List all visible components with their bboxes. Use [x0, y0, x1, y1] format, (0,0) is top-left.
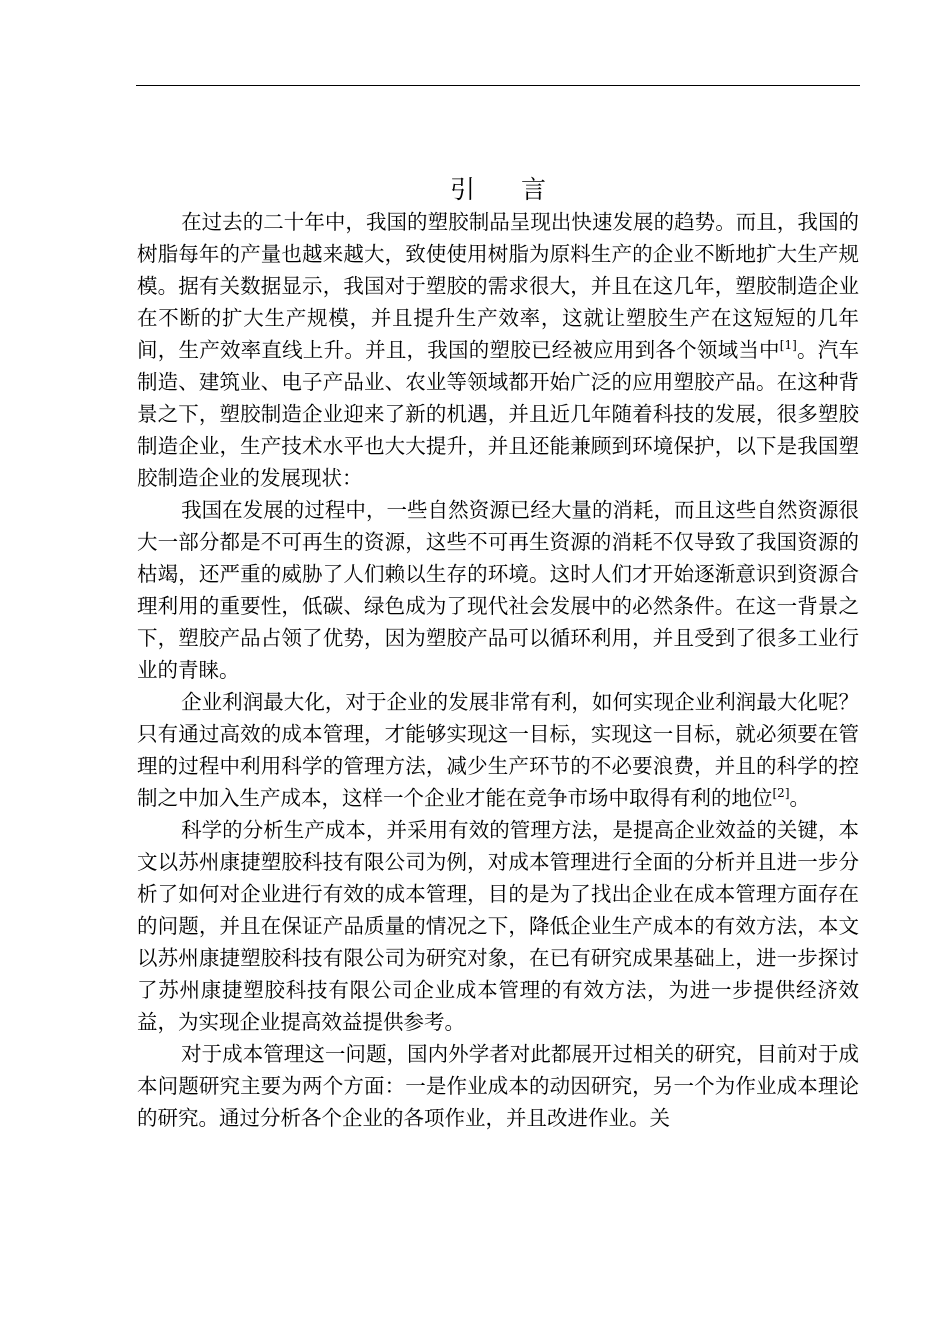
body-paragraph: [137, 814, 859, 1038]
body-text: [137, 206, 859, 1134]
citation-marker: [2]: [772, 786, 790, 801]
paragraph-text: 。: [789, 786, 810, 810]
body-paragraph: [137, 1038, 859, 1134]
paragraph-text: 对于成本管理这一问题，国内外学者对此都展开过相关的研究，目前对于成本问题研究主要为两个方面：一是作业成本的动因研究，另一个为作业成本理论的研究。通过分析各个企业的各项作业，并且改进作业。关: [137, 1042, 859, 1130]
paragraph-text: 我国在发展的过程中，一些自然资源已经大量的消耗，而且这些自然资源很大一部分都是不可再生的资源，这些不可再生资源的消耗不仅导致了我国资源的枯竭，还严重的威胁了人们赖以生存的环境。这时人们才开始逐渐意识到资源合理利用的重要性，低碳、绿色成为了现代社会发展中的必然条件。在这一背景之下，塑胶产品占领了优势，因为塑胶产品可以循环利用，并且受到了很多工业行业的青睐。: [137, 498, 859, 682]
page-title: 引言: [449, 175, 592, 204]
paragraph-text: 科学的分析生产成本，并采用有效的管理方法，是提高企业效益的关键，本文以苏州康捷塑胶科技有限公司为例，对成本管理进行全面的分析并且进一步分析了如何对企业进行有效的成本管理，目的是为了找出企业在成本管理方面存在的问题，并且在保证产品质量的情况之下，降低企业生产成本的有效方法，本文以苏州康捷塑胶科技有限公司为研究对象，在已有研究成果基础上，进一步探讨了苏州康捷塑胶科技有限公司企业成本管理的有效方法，为进一步提供经济效益，为实现企业提高效益提供参考。: [137, 818, 859, 1034]
paragraph-text: 在过去的二十年中，我国的塑胶制品呈现出快速发展的趋势。而且，我国的树脂每年的产量也越来越大，致使使用树脂为原料生产的企业不断地扩大生产规模。据有关数据显示，我国对于塑胶的需求很大，并且在这几年，塑胶制造企业在不断的扩大生产规模，并且提升生产效率，这就让塑胶生产在这短短的几年间，生产效率直线上升。并且，我国的塑胶已经被应用到各个领域当中: [137, 210, 859, 362]
paragraph-text: 企业利润最大化，对于企业的发展非常有利，如何实现企业利润最大化呢？只有通过高效的成本管理，才能够实现这一目标，实现这一目标，就必须要在管理的过程中利用科学的管理方法，减少生产环节的不必要浪费，并且的科学的控制之中加入生产成本，这样一个企业才能在竞争市场中取得有利的地位: [137, 690, 859, 810]
citation-marker: [1]: [779, 338, 797, 353]
body-paragraph: [137, 494, 859, 686]
body-paragraph: [137, 206, 859, 494]
body-paragraph: [137, 686, 859, 814]
header-rule: [136, 85, 860, 86]
paragraph-text: 。汽车制造、建筑业、电子产品业、农业等领域都开始广泛的应用塑胶产品。在这种背景之下，塑胶制造企业迎来了新的机遇，并且近几年随着科技的发展，很多塑胶制造企业，生产技术水平也大大提升，并且还能兼顾到环境保护，以下是我国塑胶制造企业的发展现状：: [137, 338, 860, 490]
